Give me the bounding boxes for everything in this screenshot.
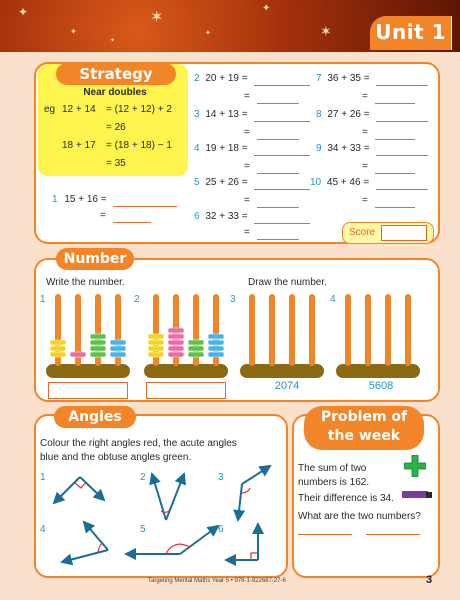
- exercise-10: [310, 176, 428, 190]
- exercise-expression: 20 + 19 =: [205, 73, 248, 84]
- exercise-8-second-row: [362, 126, 415, 140]
- exercise-10-second-row: [362, 194, 415, 208]
- answer-line[interactable]: [257, 127, 299, 140]
- example2-step2: = 35: [106, 158, 126, 169]
- abacus-2-answer-box[interactable]: [146, 382, 226, 399]
- star-icon: ✦: [70, 27, 77, 36]
- minus-icon: [402, 490, 432, 500]
- answer-line-1[interactable]: [298, 534, 352, 535]
- strategy-subtitle: Near doubles: [83, 87, 147, 98]
- score-box: [342, 222, 434, 244]
- answer-line[interactable]: [375, 161, 415, 174]
- answer-line[interactable]: [257, 195, 299, 208]
- score-input[interactable]: [381, 225, 427, 241]
- equals-sign: =: [362, 161, 368, 172]
- exercise-expression: 19 + 18 =: [205, 143, 248, 154]
- draw-instruction: Draw the number.: [248, 277, 327, 288]
- plus-icon: [404, 455, 426, 477]
- page-number: 3: [426, 574, 433, 586]
- exercise-9: [316, 142, 428, 156]
- exercise-expression: 34 + 33 =: [327, 143, 370, 154]
- exercise-5-second-row: [244, 194, 299, 208]
- answer-line[interactable]: [257, 91, 299, 104]
- exercise-number: 6: [194, 211, 200, 222]
- angles-instruction-line1: Colour the right angles red, the acute angles: [40, 438, 237, 449]
- exercise-number: 9: [316, 143, 322, 154]
- answer-line[interactable]: [257, 227, 299, 240]
- answer-line[interactable]: [254, 73, 310, 86]
- number-title: Number: [56, 248, 134, 270]
- equals-sign: =: [244, 195, 250, 206]
- exercise-5: [194, 176, 310, 190]
- answer-line[interactable]: [376, 109, 428, 122]
- exercise-6-second-row: [244, 226, 299, 240]
- abacus-label-4: 4: [330, 294, 336, 305]
- equals-sign: =: [244, 161, 250, 172]
- angle-label-1: 1: [40, 472, 46, 483]
- angle-label-5: 5: [140, 524, 146, 535]
- exercise-number: 8: [316, 109, 322, 120]
- answer-line[interactable]: [375, 195, 415, 208]
- angles-title: Angles: [54, 406, 136, 428]
- problem-title-line1: Problem of: [320, 409, 408, 425]
- answer-line[interactable]: [254, 211, 310, 224]
- exercise-number: 7: [316, 73, 322, 84]
- unit-title: Unit 1: [375, 20, 446, 44]
- exercise-1: [52, 193, 177, 207]
- angles-instruction-line2: blue and the obtuse angles green.: [40, 452, 192, 463]
- answer-line[interactable]: [254, 143, 310, 156]
- exercise-1-second-row: [100, 209, 151, 223]
- exercise-3: [194, 108, 310, 122]
- abacus-3-value: 2074: [274, 380, 300, 392]
- star-icon: ✦: [18, 5, 29, 19]
- equals-sign: =: [362, 127, 368, 138]
- exercise-4: [194, 142, 310, 156]
- angle-label-4: 4: [40, 524, 46, 535]
- answer-line[interactable]: [376, 143, 428, 156]
- exercise-expression: 32 + 33 =: [205, 211, 248, 222]
- abacus-label-1: 1: [40, 294, 46, 305]
- exercise-2: [194, 72, 310, 86]
- example1-step2: = 26: [106, 122, 126, 133]
- answer-line[interactable]: [375, 91, 415, 104]
- abacus-4-value: 5608: [368, 380, 394, 392]
- star-icon: ✶: [150, 9, 164, 26]
- strategy-example: [44, 104, 188, 174]
- answer-line[interactable]: [257, 161, 299, 174]
- problem-line4: What are the two numbers?: [298, 511, 421, 522]
- star-icon: ✦: [262, 3, 271, 14]
- problem-title-line2: the week: [327, 428, 401, 444]
- problem-line2: numbers is 162.: [298, 477, 370, 488]
- exercise-number: 3: [194, 109, 200, 120]
- exercise-4-second-row: [244, 160, 299, 174]
- answer-line[interactable]: [254, 109, 310, 122]
- example-label: eg: [44, 104, 56, 115]
- exercise-3-second-row: [244, 126, 299, 140]
- exercise-number: 1: [52, 194, 58, 205]
- answer-line[interactable]: [254, 177, 310, 190]
- exercise-expression: 15 + 16 =: [64, 194, 107, 205]
- exercise-7-second-row: [362, 90, 415, 104]
- exercise-expression: 45 + 46 =: [326, 177, 370, 188]
- example1-expr: 12 + 14: [62, 104, 96, 115]
- exercise-expression: 25 + 26 =: [205, 177, 248, 188]
- equals-sign: =: [100, 210, 106, 221]
- write-instruction: Write the number.: [46, 277, 125, 288]
- answer-line[interactable]: [113, 194, 177, 207]
- exercise-7: [316, 72, 428, 86]
- exercise-number: 4: [194, 143, 200, 154]
- angle-label-3: 3: [218, 472, 224, 483]
- equals-sign: =: [244, 127, 250, 138]
- star-icon: ✶: [320, 23, 332, 39]
- example2-step1: = (18 + 18) − 1: [106, 140, 172, 151]
- example2-expr: 18 + 17: [62, 140, 96, 151]
- abacus-1-answer-box[interactable]: [48, 382, 128, 399]
- star-icon: ✦: [205, 30, 211, 37]
- footer-credit: Targeting Mental Maths Year 5 • 978-1-922687-27-6: [148, 578, 286, 584]
- angle-label-2: 2: [140, 472, 146, 483]
- star-icon: ✦: [110, 38, 116, 44]
- score-label: Score: [349, 227, 376, 238]
- exercise-6: [194, 210, 310, 224]
- strategy-title: Strategy: [56, 63, 176, 85]
- answer-line-2[interactable]: [366, 534, 420, 535]
- problem-line3: Their difference is 34.: [298, 493, 394, 504]
- equals-sign: =: [362, 91, 368, 102]
- example1-step1: = (12 + 12) + 2: [106, 104, 172, 115]
- equals-sign: =: [362, 195, 368, 206]
- exercise-8: [316, 108, 428, 122]
- exercise-expression: 36 + 35 =: [327, 73, 370, 84]
- problem-line1: The sum of two: [298, 463, 367, 474]
- answer-line[interactable]: [376, 73, 428, 86]
- exercise-expression: 27 + 26 =: [327, 109, 370, 120]
- exercise-number: 10: [310, 177, 322, 188]
- exercise-expression: 14 + 13 =: [205, 109, 248, 120]
- exercise-2-second-row: [244, 90, 299, 104]
- exercise-9-second-row: [362, 160, 415, 174]
- answer-line[interactable]: [375, 127, 415, 140]
- abacus-label-2: 2: [134, 294, 140, 305]
- equals-sign: =: [244, 227, 250, 238]
- header-banner: [0, 0, 460, 52]
- answer-line[interactable]: [376, 177, 428, 190]
- problem-title: [304, 406, 424, 450]
- angle-label-6: 6: [218, 524, 224, 535]
- exercise-number: 5: [194, 177, 200, 188]
- exercise-number: 2: [194, 73, 200, 84]
- equals-sign: =: [244, 91, 250, 102]
- answer-line[interactable]: [113, 210, 151, 223]
- abacus-label-3: 3: [230, 294, 236, 305]
